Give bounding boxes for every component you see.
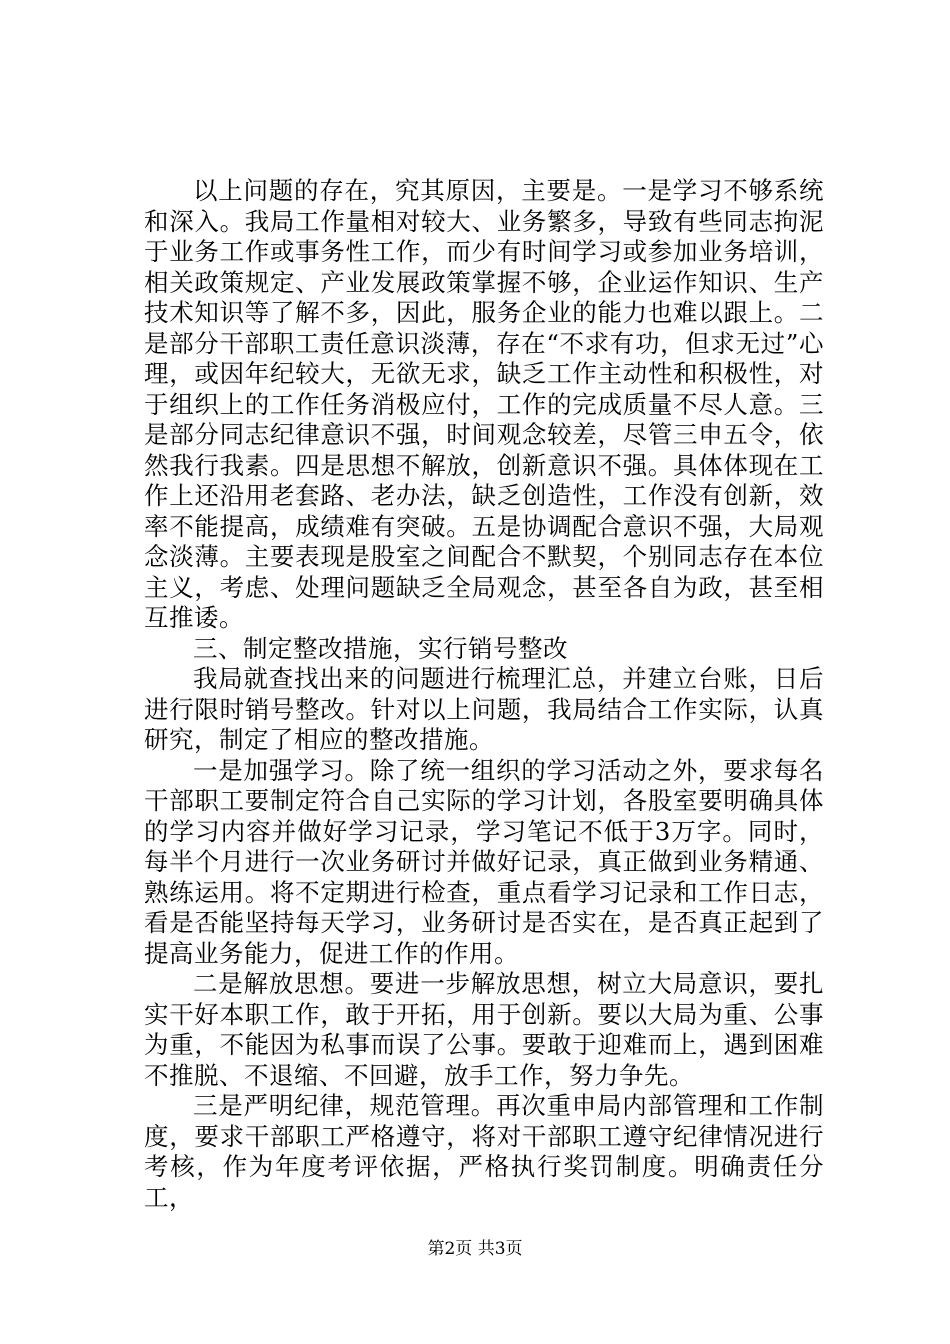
- paragraph-measure-study: 一是加强学习。除了统一组织的学习活动之外，要求每名干部职工要制定符合自己实际的学习计划，各股室要明确具体的学习内容并做好学习记录，学习笔记不低于3万字。同时，每半个月进行一次业务研讨并做好记录，真正做到业务精通、熟练运用。将不定期进行检查，重点看学习记录和工作日志，看是否能坚持每天学习，业务研讨是否实在，是否真正起到了提高业务能力，促进工作的作用。: [144, 755, 824, 968]
- page-footer: 第2页 共3页: [427, 1239, 523, 1259]
- paragraph-measure-discipline: 三是严明纪律，规范管理。再次重申局内部管理和工作制度，要求干部职工严格遵守，将对干部职工遵守纪律情况进行考核，作为年度考评依据，严格执行奖罚制度。明确责任分工，: [144, 1091, 824, 1212]
- section-heading-rectification: 三、制定整改措施，实行销号整改: [193, 633, 568, 663]
- document-body: [144, 176, 824, 1213]
- paragraph-rectification-intro: 我局就查找出来的问题进行梳理汇总，并建立台账，日后进行限时销号整改。针对以上问题，我局结合工作实际，认真研究，制定了相应的整改措施。: [144, 664, 824, 754]
- paragraph-causes: 以上问题的存在，究其原因，主要是。一是学习不够系统和深入。我局工作量相对较大、业务繁多，导致有些同志拘泥于业务工作或事务性工作，而少有时间学习或参加业务培训，相关政策规定、产业发展政策掌握不够，企业运作知识、生产技术知识等了解不多，因此，服务企业的能力也难以跟上。二是部分干部职工责任意识淡薄，存在“不求有功，但求无过”心理，或因年纪较大，无欲无求，缺乏工作主动性和积极性，对于组织上的工作任务消极应付，工作的完成质量不尽人意。三是部分同志纪律意识不强，时间观念较差，尽管三申五令，依然我行我素。四是思想不解放，创新意识不强。具体体现在工作上还沿用老套路、老办法，缺乏创造性，工作没有创新，效率不能提高，成绩难有突破。五是协调配合意识不强，大局观念淡薄。主要表现是股室之间配合不默契，个别同志存在本位主义，考虑、处理问题缺乏全局观念，甚至各自为政，甚至相互推诿。: [144, 176, 824, 632]
- paragraph-measure-mindset: 二是解放思想。要进一步解放思想，树立大局意识，要扎实干好本职工作，敢于开拓，用于创新。要以大局为重、公事为重，不能因为私事而误了公事。要敢于迎难而上，遇到困难不推脱、不退缩、不回避，放手工作，努力争先。: [144, 969, 824, 1090]
